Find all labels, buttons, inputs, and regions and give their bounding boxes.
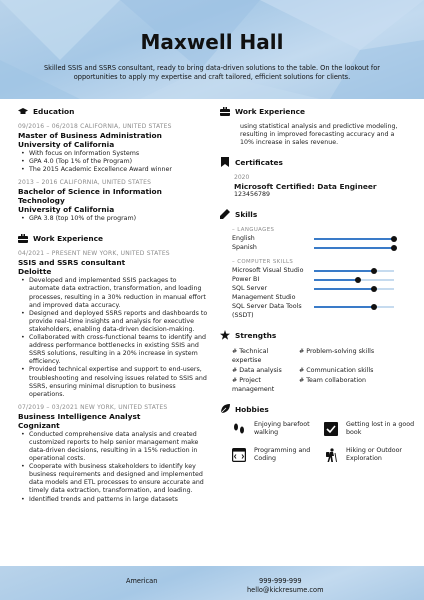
skill-level-dot [391,236,397,242]
skill-level-fill [314,279,358,281]
certificate-name: Microsoft Certified: Data Engineer [234,182,377,192]
hobbies-section-title: Hobbies [220,403,410,415]
skill-level-bar [314,270,394,272]
computer-skills-subheading: – COMPUTER SKILLS [232,259,294,266]
summary-text: Skilled SSIS and SSRS consultant, ready to bring data-driven solutions to the table. On the lookout for opportunities to apply my expertise and craft tailored, efficient solutions for clients. [44,64,380,81]
list-item: • Identified trends and patterns in large datasets [18,496,208,504]
list-item: • Conducted comprehensive data analysis and created customized reports to help senior management make data-driven decisions, resulting in a 15% reduction in operational costs. [18,431,208,463]
graduation-cap-icon [18,106,28,116]
skill-name: SQL Server [232,285,268,293]
skill-level-dot [371,286,377,292]
skills-section-title: Skills [220,208,410,220]
strength-tag: # Team collaboration [299,377,366,385]
strengths-section-title: Strengths [220,329,410,341]
header-banner [0,0,424,99]
address-text: American [126,577,158,585]
skill-level-bar [314,279,394,281]
strength-tag: # Technical expertise [232,348,269,365]
skill-level-dot [371,304,377,310]
skill-level-bar [314,238,394,240]
code-window-icon [232,447,246,461]
right-column [220,105,415,497]
certificate-id: 123456789 [234,191,271,199]
skill-row [220,234,410,243]
job-title: SSIS and SSRS consultant [18,258,126,268]
candidate-name: Maxwell Hall [140,30,284,54]
skill-level-dot [391,245,397,251]
strength-tag: # Data analysis [232,367,282,375]
list-item: • GPA 4.0 (Top 1% of the Program) [18,158,208,166]
strength-tag: # Communication skills [299,367,374,375]
degree-title: Master of Business Administration [18,131,162,140]
skill-level-dot [371,268,377,274]
skill-level-fill [314,288,374,290]
leaf-icon [220,404,230,414]
pencil-icon [220,209,230,219]
briefcase-icon [18,233,28,243]
company-name: Deloitte [18,267,52,277]
list-item: • Provided technical expertise and support to end-users, troubleshooting and resolving issues related to SSIS and SSRS, ensuring minimal disruption to business operations. [18,366,208,398]
skill-row [220,302,410,311]
education-entry: 09/2016 – 06/2018 CALIFORNIA, UNITED STATES Master of Business Administration University of California • With focus on Information Systems • GPA 4.0 (Top 1% of the Program) • The 2015 Academic Excellence Award winner [18,123,208,174]
skill-name: Power BI [232,276,260,284]
list-item: • With focus on Information Systems [18,150,208,158]
strength-tag: # Problem-solving skills [299,348,375,356]
skill-name: Microsoft Visual Studio [232,267,304,275]
list-item: • Designed and deployed SSRS reports and dashboards to provide real-time insights and analysis for executive stakeholders, enabling data-driven decision-making. [18,310,208,334]
email-link[interactable]: hello@kickresume.com [247,586,324,594]
skill-name: English [232,235,255,243]
work-section-title: Work Experience [18,232,208,244]
skill-level-bar [314,288,394,290]
certificate-date: 2020 [234,174,250,182]
work-continued-text: using statistical analysis and predictive modeling, resulting in improved forecasting accuracy and a 10% increase in sales revenue. [240,123,398,147]
footer-banner [0,566,424,600]
skill-row [220,275,410,284]
job-title: Business Intelligence Analyst [18,411,141,421]
skill-row [220,293,410,302]
company-name: Cognizant [18,420,60,430]
languages-subheading: – LANGUAGES [232,227,275,234]
skill-row [220,311,410,320]
list-item: • Cooperate with business stakeholders to identify key business requirements and designed and implemented data models and ETL processes to ensure accurate and timely data extraction, transformation, and loading. [18,463,208,495]
skill-level-fill [314,238,394,240]
certificates-section-title: Certificates [220,156,410,168]
strength-tag: # Project management [232,377,275,394]
hiker-icon [324,447,338,461]
skill-level-fill [314,270,374,272]
skill-level-fill [314,306,374,308]
footprints-icon [232,421,246,435]
skill-row [220,243,410,252]
skill-row [220,284,410,293]
strengths-list [220,347,410,394]
skill-level-fill [314,247,394,249]
left-column [18,105,208,504]
skill-name: Management Studio [232,294,296,302]
book-icon [324,421,338,435]
education-section-title: Education [18,105,208,117]
work-entry: 04/2021 – PRESENT NEW YORK, UNITED STATES SSIS and SSRS consultant Deloitte • Developed and implemented SSIS packages to automate data extraction, transformation, and loading processes, resulting in a 30% reduction in manual effort and improved data accuracy. • Designed and deployed SSRS reports and dashboards to provide real-time insights and analysis for executive stakeholders, enabling data-driven decision-making. • Collaborated with cross-functional teams to identify and address performance bottlenecks in existing SSIS and SSRS solutions, resulting in a 20% increase in system efficiency. • Provided technical expertise and support to end-users, troubleshooting and resolving issues related to SSIS and SSRS, ensuring minimal disruption to business operations. [18,250,208,398]
school-name: University of California [18,140,115,149]
degree-title: Bachelor of Science in Information Technology [18,187,162,206]
skill-name: SQL Server Data Tools [232,303,302,311]
list-item: • Developed and implemented SSIS packages to automate data extraction, transformation, and loading processes, resulting in a 30% reduction in manual effort and improved data accuracy. [18,277,208,309]
skill-level-bar [314,306,394,308]
list-item: • GPA 3.8 (top 10% of the program) [18,215,208,223]
star-icon [220,330,230,340]
school-name: University of California [18,205,115,215]
skill-name: Spanish [232,244,257,252]
skill-name: (SSDT) [232,312,254,320]
work-continued-title: Work Experience [220,105,410,117]
skill-row [220,266,410,275]
skill-level-dot [355,277,361,283]
list-item: • Collaborated with cross-functional teams to identify and address performance bottlenecks in existing SSIS and SSRS solutions, resulting in a 20% increase in system efficiency. [18,334,208,366]
hobbies-grid: Enjoying barefoot walking Getting lost in a good book Programming and Coding Hiking or Outdoor Exploration [220,421,410,497]
list-item: • The 2015 Academic Excellence Award winner [18,166,208,174]
education-entry: 2013 – 2016 CALIFORNIA, UNITED STATES Bachelor of Science in Information Technology University of California • GPA 3.8 (top 10% of the program) [18,179,208,223]
briefcase-icon [220,106,230,116]
work-entry: 07/2019 – 03/2021 NEW YORK, UNITED STATES Business Intelligence Analyst Cognizant • Conducted comprehensive data analysis and created customized reports to help senior management make data-driven decisions, resulting in a 15% reduction in operational costs. • Cooperate with business stakeholders to identify key business requirements and designed and implemented data models and ETL processes to ensure accurate and timely data extraction, transformation, and loading. • Identified trends and patterns in large datasets [18,404,208,504]
phone-text: 999-999-999 [259,577,302,585]
bookmark-icon [220,157,230,167]
skill-level-bar [314,247,394,249]
